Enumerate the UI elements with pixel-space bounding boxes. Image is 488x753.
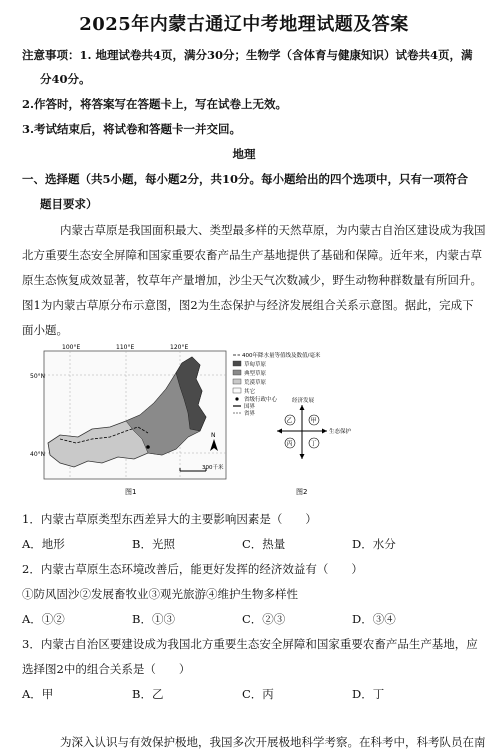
lon-label-110: 110°E [116, 344, 135, 351]
notice-line-2: 2.作答时，将答案写在答题卡上，写在试卷上无效。 [22, 97, 288, 111]
q1-option-a: A．地形 [22, 537, 65, 551]
legend-typical: 典型草原 [244, 371, 267, 377]
q2-option-d: D．③④ [352, 612, 396, 626]
legend-desert: 荒漠草原 [244, 380, 267, 386]
x-axis-label: 生态保护 [329, 429, 352, 435]
lon-label-120: 120°E [170, 344, 189, 351]
intro-line-5: 面小题。 [22, 323, 68, 337]
q3-option-c: C．丙 [242, 687, 274, 701]
legend-border: 国界 [244, 404, 256, 410]
intro-line-3: 原生态恢复成效显著，牧草年产量增加，沙尘天气次数减少，野生动物种群数量有所回升。 [22, 273, 482, 287]
quadrant-bing: 丙 [286, 440, 293, 448]
q2-stem: 2．内蒙古草原生态环境改善后，能更好发挥的经济效益有（ ） [22, 562, 363, 576]
q2-option-c: C．②③ [242, 612, 286, 626]
intro-line-1: 内蒙古草原是我国面积最大、类型最多样的天然草原，为内蒙古自治区建设成为我国 [60, 223, 486, 237]
q3-stem-line-1: 3．内蒙古自治区要建设成为我国北方重要生态安全屏障和国家重要农畜产品生产基地，应 [22, 637, 478, 651]
notice-line-1: 注意事项：1. 地理试卷共4页，满分30分；生物学（含体育与健康知识）试卷共4页，满 [22, 48, 473, 62]
legend-isohyet: 400年降水量等值线及数值/毫米 [242, 353, 321, 359]
figure-1-caption: 图1 [125, 488, 137, 496]
section1-line-2: 题目要求） [40, 197, 98, 211]
legend-capital: 省级行政中心 [244, 397, 278, 403]
q2-items: ①防风固沙②发展畜牧业③观光旅游④维护生物多样性 [22, 587, 298, 601]
quadrant-jia: 甲 [310, 417, 317, 425]
q1-option-d: D．水分 [352, 537, 396, 551]
q1-stem: 1．内蒙古草原类型东西差异大的主要影响因素是（ ） [22, 512, 317, 526]
notice-line-1b: 分40分。 [40, 72, 91, 86]
notice-line-3: 3.考试结束后，将试卷和答题卡一并交回。 [22, 122, 242, 136]
subject-heading: 地理 [232, 147, 256, 161]
y-axis-label: 经济发展 [292, 398, 315, 404]
q2-option-b: B．①③ [132, 612, 175, 626]
page-title: 2025年内蒙古通辽中考地理试题及答案 [79, 14, 409, 35]
quadrant-yi: 乙 [286, 417, 293, 425]
q3-option-a: A．甲 [22, 687, 54, 701]
figure-1-map [30, 343, 460, 503]
q3-stem-line-2: 选择图2中的组合关系是（ ） [22, 662, 191, 676]
section1-line-1: 一、选择题（共5小题，每小题2分，共10分。每小题给出的四个选项中，只有一项符合 [22, 172, 469, 186]
legend-province: 省界 [244, 411, 256, 417]
lat-label-50: 50°N [30, 373, 46, 380]
figure-2-caption: 图2 [296, 488, 308, 496]
lon-label-100: 100°E [62, 344, 81, 351]
next-passage-line: 为深入认识与有效保护极地，我国多次开展极地科学考察。在科考中，科考队员在南 [60, 735, 486, 749]
q3-option-d: D．丁 [352, 687, 385, 701]
quadrant-ding: 丁 [310, 440, 317, 448]
svg-text:N: N [211, 432, 216, 439]
q1-option-b: B．光照 [132, 537, 175, 551]
q1-option-c: C．热量 [242, 537, 286, 551]
intro-line-4: 图1为内蒙古草原分布示意图，图2为生态保护与经济发展组合关系示意图。据此，完成下 [22, 298, 474, 312]
q2-option-a: A．①② [22, 612, 65, 626]
lat-label-40: 40°N [30, 451, 46, 458]
provincial-capital-marker [146, 445, 150, 449]
scale-label: 300千米 [202, 465, 224, 471]
legend-other: 其它 [244, 389, 256, 395]
q3-option-b: B．乙 [132, 687, 164, 701]
intro-line-2: 北方重要生态安全屏障和国家重要农畜产品生产基地提供了基础和保障。近年来，内蒙古草 [22, 248, 482, 262]
legend-meadow: 草甸草原 [244, 362, 267, 368]
